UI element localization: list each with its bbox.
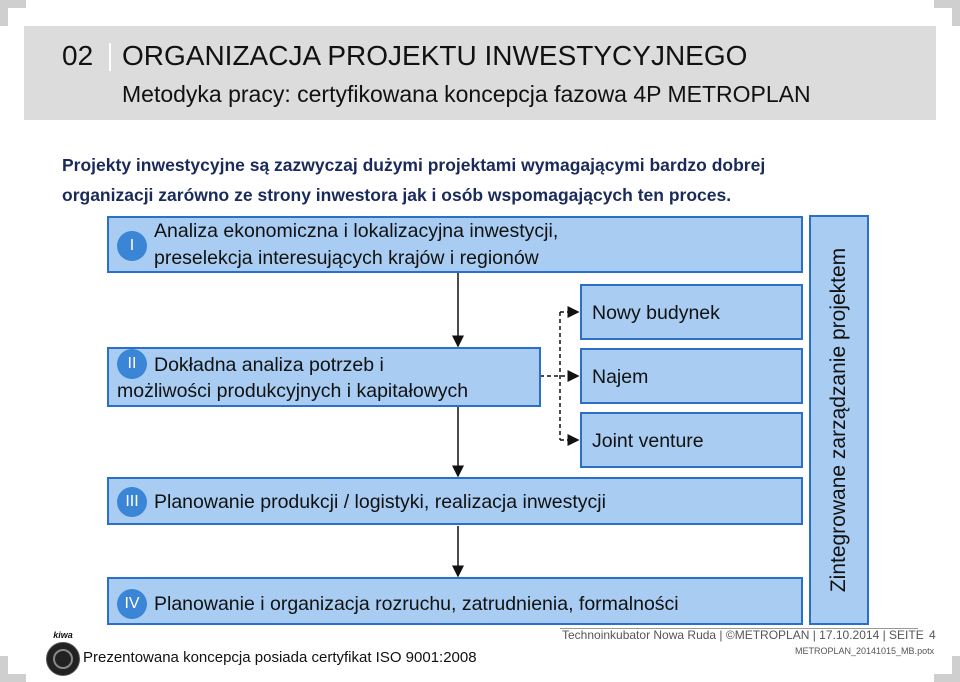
phase-2-line-1: Dokładna analiza potrzeb i	[154, 354, 384, 376]
section-number: 02	[62, 40, 94, 71]
integrated-management-box	[809, 215, 869, 625]
phase-1-numeral: I	[117, 231, 147, 261]
option-new-building-box	[580, 284, 803, 340]
slide-subtitle: Metodyka pracy: certyfikowana koncepcja fazowa 4P METROPLAN	[122, 81, 811, 107]
phase-4-text: Planowanie i organizacja rozruchu, zatrudnienia, formalności	[154, 593, 679, 615]
phase-1-line-2: preselekcja interesujących krajów i regionów	[154, 247, 539, 269]
phase-4-numeral: IV	[117, 589, 147, 619]
footer-info: Technoinkubator Nowa Ruda | ©METROPLAN | 17.10.2014 | SEITE	[562, 628, 924, 642]
intro-line-2: organizacji zarówno ze strony inwestora jak i osób wspomagających ten proces.	[62, 185, 732, 205]
phase-2-box	[107, 347, 541, 407]
option-new-building-label: Nowy budynek	[592, 302, 720, 324]
option-joint-venture-box	[580, 412, 803, 468]
slide-title: ORGANIZACJA PROJEKTU INWESTYCYJNEGO	[122, 40, 748, 71]
intro-line-1: Projekty inwestycyjne są zazwyczaj dużymi projektami wymagającymi bardzo dobrej	[62, 155, 766, 175]
option-joint-venture-label: Joint venture	[592, 430, 704, 452]
kiwa-logo	[46, 630, 80, 678]
option-rent-label: Najem	[592, 366, 649, 388]
phase-3-text: Planowanie produkcji / logistyki, realizacja inwestycji	[154, 491, 606, 513]
certification-seal-icon	[46, 642, 80, 676]
phase-1-line-1: Analiza ekonomiczna i lokalizacyjna inwestycji,	[154, 220, 559, 242]
option-rent-box	[580, 348, 803, 404]
phase-2-line-2: możliwości produkcyjnych i kapitałowych	[117, 380, 469, 402]
phase-3-numeral: III	[117, 487, 147, 517]
integrated-management-label: Zintegrowane zarządzanie projektem	[827, 247, 850, 593]
certification-text: Prezentowana koncepcja posiada certyfikat ISO 9001:2008	[83, 649, 477, 666]
phase-1-text	[154, 218, 558, 272]
page-number: 4	[929, 628, 936, 642]
kiwa-logo-text: kiwa	[53, 630, 73, 640]
phase-1-box	[107, 216, 803, 273]
phase-3-box	[107, 477, 803, 525]
footer-filename: METROPLAN_20141015_MB.potx	[795, 646, 935, 656]
phase-2-numeral: II	[117, 349, 147, 379]
phase-4-box	[107, 577, 803, 625]
